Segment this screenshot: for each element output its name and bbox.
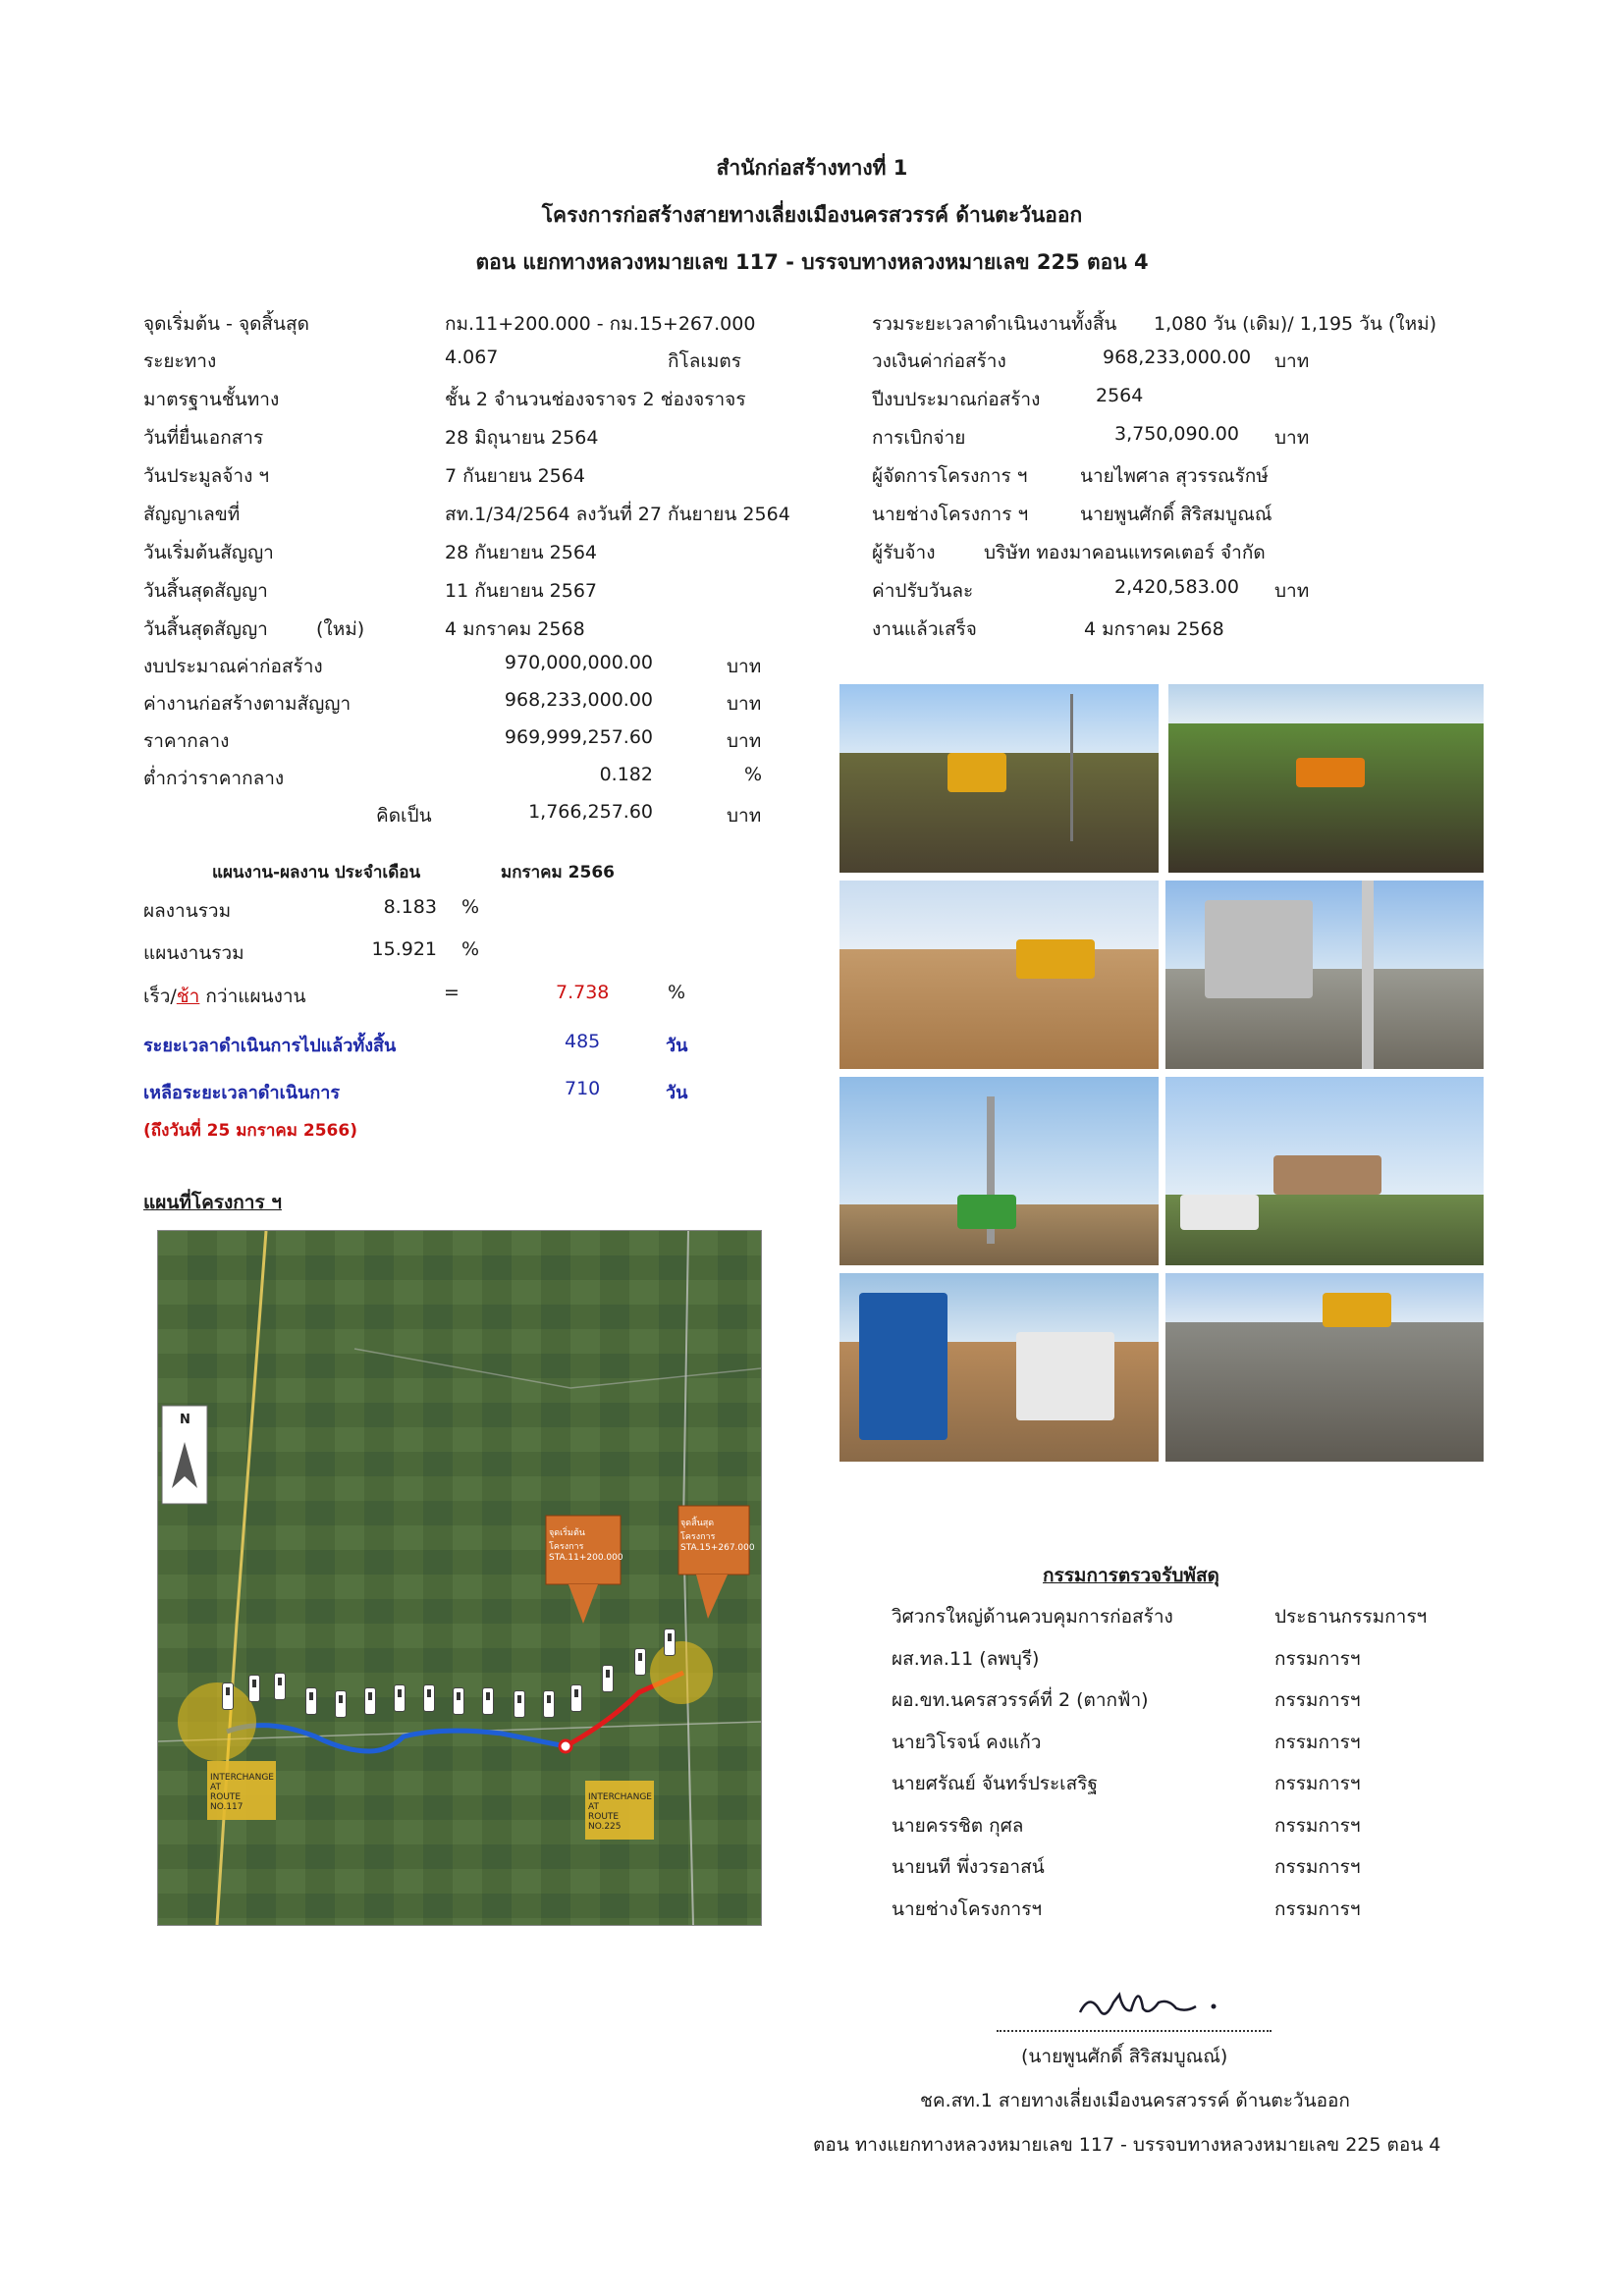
info-value: 28 กันยายน 2564 bbox=[445, 542, 598, 563]
info-value: ชั้น 2 จำนวนช่องจราจร 2 ช่องจราจร bbox=[445, 389, 746, 410]
budget-label: ต่ำกว่าราคากลาง bbox=[143, 768, 285, 789]
interchange-label-117: INTERCHANGE AT ROUTE NO.117 bbox=[210, 1773, 274, 1812]
north-label: N bbox=[180, 1413, 190, 1427]
info-label: ผู้รับจ้าง bbox=[872, 542, 936, 563]
budget-unit: บาท bbox=[727, 805, 762, 827]
start-callout: จุดเริ่มต้นโครงการ STA.11+200.000 bbox=[549, 1528, 623, 1563]
photo-excavator-field bbox=[839, 684, 1159, 873]
info-value: กม.11+200.000 - กม.15+267.000 bbox=[445, 313, 756, 335]
budget-value: 968,233,000.00 bbox=[504, 689, 653, 711]
info-value: 3,750,090.00 bbox=[1114, 423, 1239, 445]
committee-member: ผอ.ขท.นครสวรรค์ที่ 2 (ตากฟ้า) bbox=[892, 1689, 1149, 1711]
diff-label bbox=[143, 982, 306, 1011]
committee-member: นายวิโรจน์ คงแก้ว bbox=[892, 1732, 1042, 1753]
info-value: 1,080 วัน (เดิม)/ 1,195 วัน (ใหม่) bbox=[1154, 313, 1437, 335]
diff-label-slow: ช้า bbox=[176, 986, 200, 1007]
budget-value: 970,000,000.00 bbox=[504, 652, 653, 673]
elapsed-value: 485 bbox=[565, 1031, 601, 1052]
committee-member: นายศรัณย์ จันทร์ประเสริฐ bbox=[892, 1773, 1098, 1794]
info-label: การเบิกจ่าย bbox=[872, 427, 966, 449]
interchange-label-225: INTERCHANGE AT ROUTE NO.225 bbox=[588, 1792, 652, 1832]
photo-excavator-canal bbox=[1168, 684, 1484, 873]
end-callout: จุดสิ้นสุดโครงการ STA.15+267.000 bbox=[680, 1519, 755, 1553]
committee-role: กรรมการฯ bbox=[1274, 1898, 1361, 1920]
photo-engineer-testing bbox=[839, 1273, 1159, 1462]
budget-unit: % bbox=[744, 764, 763, 785]
info-unit: บาท bbox=[1274, 350, 1310, 372]
station-marker bbox=[423, 1684, 435, 1712]
budget-unit: บาท bbox=[727, 693, 762, 715]
station-marker bbox=[394, 1684, 406, 1712]
remaining-label: เหลือระยะเวลาดำเนินการ bbox=[143, 1083, 341, 1103]
plan-value: 15.921 bbox=[371, 938, 437, 960]
station-marker bbox=[602, 1665, 614, 1692]
station-marker bbox=[482, 1687, 494, 1715]
committee-member: นายนที พึ่งวรอาสน์ bbox=[892, 1856, 1045, 1878]
station-marker bbox=[453, 1687, 464, 1715]
info-value: นายไพศาล สุวรรณรักษ์ bbox=[1080, 465, 1269, 487]
info-label: นายช่างโครงการ ฯ bbox=[872, 504, 1029, 525]
info-value: 968,233,000.00 bbox=[1103, 347, 1252, 368]
committee-member: วิศวกรใหญ่ด้านควบคุมการก่อสร้าง bbox=[892, 1606, 1173, 1628]
diff-equals: = bbox=[444, 982, 460, 1003]
info-value: 4 มกราคม 2568 bbox=[445, 618, 585, 640]
committee-role: กรรมการฯ bbox=[1274, 1732, 1361, 1753]
budget-unit: บาท bbox=[727, 656, 762, 677]
committee-heading: กรรมการตรวจรับพัสดุ bbox=[1043, 1565, 1219, 1586]
info-label: ระยะทาง bbox=[143, 350, 217, 372]
station-marker bbox=[570, 1684, 582, 1712]
info-value: 2564 bbox=[1096, 385, 1144, 406]
info-label: จุดเริ่มต้น - จุดสิ้นสุด bbox=[143, 313, 309, 335]
committee-member: นายครรชิต กุศล bbox=[892, 1815, 1024, 1837]
station-marker bbox=[634, 1648, 646, 1676]
photo-grader bbox=[839, 881, 1159, 1069]
info-unit: บาท bbox=[1274, 427, 1310, 449]
info-value: 4 มกราคม 2568 bbox=[1084, 618, 1224, 640]
budget-label: คิดเป็น bbox=[376, 805, 432, 827]
diff-unit: % bbox=[668, 982, 686, 1003]
info-value: นายพูนศักดิ์ สิริสมบูณณ์ bbox=[1080, 504, 1272, 525]
signature-section: ตอน ทางแยกทางหลวงหมายเลข 117 - บรรจบทางหลวงหมายเลข 225 ตอน 4 bbox=[813, 2134, 1441, 2156]
station-marker bbox=[364, 1687, 376, 1715]
project-map bbox=[157, 1230, 762, 1926]
info-label: ปีงบประมาณก่อสร้าง bbox=[872, 389, 1041, 410]
info-label: งานแล้วเสร็จ bbox=[872, 618, 977, 640]
info-unit: กิโลเมตร bbox=[668, 350, 741, 372]
budget-label: ราคากลาง bbox=[143, 730, 230, 752]
info-label: วันเริ่มต้นสัญญา bbox=[143, 542, 274, 563]
signature-name: (นายพูนศักดิ์ สิริสมบูณณ์) bbox=[1021, 2046, 1228, 2067]
info-value: 7 กันยายน 2564 bbox=[445, 465, 585, 487]
info-unit: บาท bbox=[1274, 580, 1310, 602]
remaining-unit: วัน bbox=[666, 1083, 688, 1103]
photo-rebar-deck bbox=[1165, 1273, 1484, 1462]
as-of-date: (ถึงวันที่ 25 มกราคม 2566) bbox=[143, 1121, 357, 1141]
diff-value: 7.738 bbox=[556, 982, 610, 1003]
info-label: สัญญาเลขที่ bbox=[143, 504, 241, 525]
plan-unit: % bbox=[461, 938, 480, 960]
info-label: ค่าปรับวันละ bbox=[872, 580, 974, 602]
plan-label: แผนงานรวม bbox=[143, 942, 244, 964]
committee-role: กรรมการฯ bbox=[1274, 1689, 1361, 1711]
photo-concrete-truck bbox=[1165, 881, 1484, 1069]
budget-unit: บาท bbox=[727, 730, 762, 752]
committee-role: ประธานกรรมการฯ bbox=[1274, 1606, 1428, 1628]
info-value: 11 กันยายน 2567 bbox=[445, 580, 598, 602]
station-marker bbox=[222, 1682, 234, 1710]
remaining-value: 710 bbox=[565, 1078, 601, 1099]
committee-member: ผส.ทล.11 (ลพบุรี) bbox=[892, 1648, 1040, 1670]
progress-heading: แผนงาน-ผลงาน ประจำเดือน bbox=[212, 863, 421, 882]
station-marker bbox=[543, 1690, 555, 1718]
info-label: มาตรฐานชั้นทาง bbox=[143, 389, 280, 410]
actual-label: ผลงานรวม bbox=[143, 900, 232, 922]
map-graphic bbox=[158, 1231, 761, 1925]
diff-label-fast: เร็ว/ bbox=[143, 986, 177, 1007]
info-label: วงเงินค่าก่อสร้าง bbox=[872, 350, 1006, 372]
actual-unit: % bbox=[461, 896, 480, 918]
committee-role: กรรมการฯ bbox=[1274, 1648, 1361, 1670]
header-line-1: สำนักก่อสร้างทางที่ 1 bbox=[716, 156, 908, 180]
station-marker bbox=[664, 1629, 676, 1656]
map-heading: แผนที่โครงการ ฯ bbox=[143, 1192, 282, 1213]
station-marker bbox=[305, 1687, 317, 1715]
info-value: บริษัท ทองมาคอนแทรคเตอร์ จำกัด bbox=[984, 542, 1266, 563]
info-label: วันสิ้นสุดสัญญา bbox=[143, 618, 268, 640]
info-label: วันสิ้นสุดสัญญา bbox=[143, 580, 268, 602]
elapsed-label: ระยะเวลาดำเนินการไปแล้วทั้งสิ้น bbox=[143, 1036, 397, 1056]
header-line-2: โครงการก่อสร้างสายทางเลี่ยงเมืองนครสวรรค์ ด้านตะวันออก bbox=[541, 203, 1083, 227]
info-label: วันที่ยื่นเอกสาร bbox=[143, 427, 264, 449]
committee-member: นายช่างโครงการฯ bbox=[892, 1898, 1043, 1920]
budget-value: 0.182 bbox=[599, 764, 653, 785]
info-label: วันประมูลจ้าง ฯ bbox=[143, 465, 270, 487]
station-marker bbox=[274, 1673, 286, 1700]
info-value: 2,420,583.00 bbox=[1114, 576, 1239, 598]
station-marker bbox=[335, 1690, 347, 1718]
diff-label-rest: กว่าแผนงาน bbox=[199, 986, 306, 1007]
info-value: 4.067 bbox=[445, 347, 499, 368]
station-marker bbox=[248, 1675, 260, 1702]
info-label: ผู้จัดการโครงการ ฯ bbox=[872, 465, 1028, 487]
info-value: สท.1/34/2564 ลงวันที่ 27 กันยายน 2564 bbox=[445, 504, 790, 525]
info-label: รวมระยะเวลาดำเนินงานทั้งสิ้น bbox=[872, 313, 1117, 335]
info-value: 28 มิถุนายน 2564 bbox=[445, 427, 599, 449]
signature-line bbox=[997, 2030, 1272, 2032]
committee-role: กรรมการฯ bbox=[1274, 1815, 1361, 1837]
budget-value: 969,999,257.60 bbox=[504, 726, 653, 748]
photo-bridge-formwork bbox=[1165, 1077, 1484, 1265]
info-note: (ใหม่) bbox=[316, 618, 365, 640]
station-marker bbox=[514, 1690, 525, 1718]
photo-pile-driver bbox=[839, 1077, 1159, 1265]
progress-month: มกราคม 2566 bbox=[501, 863, 615, 882]
committee-role: กรรมการฯ bbox=[1274, 1856, 1361, 1878]
signature-position: ชค.สท.1 สายทางเลี่ยงเมืองนครสวรรค์ ด้านตะวันออก bbox=[920, 2090, 1350, 2111]
handwritten-signature bbox=[1070, 1973, 1237, 2032]
committee-role: กรรมการฯ bbox=[1274, 1773, 1361, 1794]
budget-label: งบประมาณค่าก่อสร้าง bbox=[143, 656, 323, 677]
budget-label: ค่างานก่อสร้างตามสัญญา bbox=[143, 693, 352, 715]
header-line-3: ตอน แยกทางหลวงหมายเลข 117 - บรรจบทางหลวงหมายเลข 225 ตอน 4 bbox=[475, 250, 1149, 274]
budget-value: 1,766,257.60 bbox=[528, 801, 653, 823]
elapsed-unit: วัน bbox=[666, 1036, 688, 1056]
actual-value: 8.183 bbox=[383, 896, 437, 918]
